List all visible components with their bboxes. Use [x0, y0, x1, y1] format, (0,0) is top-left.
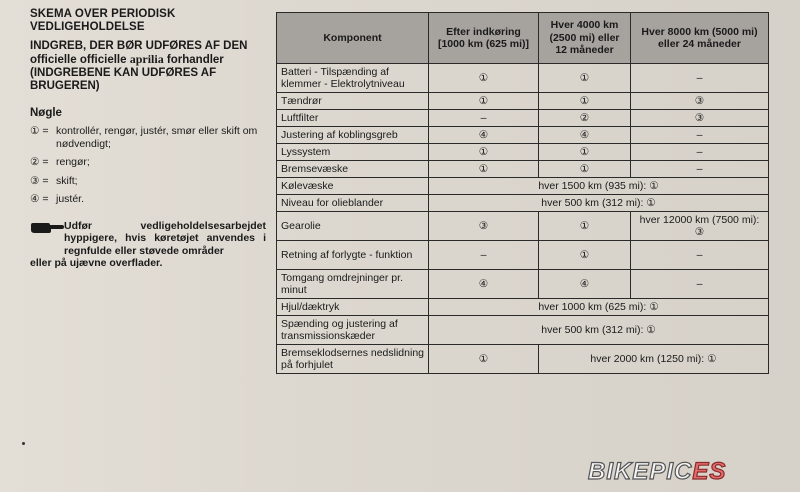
- value-cell: ①: [539, 161, 631, 178]
- component-cell: Hjul/dæktryk: [277, 299, 429, 316]
- value-cell: ④: [429, 127, 539, 144]
- value-cell: –: [631, 161, 769, 178]
- table-row: [277, 195, 769, 212]
- intro-post: forhandler (INDGREBENE KAN UDFØRES AF BRUGEREN): [30, 54, 224, 92]
- component-cell: Kølevæske: [277, 178, 429, 195]
- table-row: [277, 110, 769, 127]
- value-cell: ①: [429, 345, 539, 374]
- key-text: rengør;: [56, 156, 90, 168]
- component-cell: Lyssystem: [277, 144, 429, 161]
- value-cell: ①: [539, 93, 631, 110]
- value-cell: hver 12000 km (7500 mi): ③: [631, 212, 769, 241]
- interval-cell: hver 1500 km (935 mi): ①: [429, 178, 769, 195]
- value-cell: –: [631, 127, 769, 144]
- table-row: [277, 212, 769, 241]
- value-cell: ①: [539, 144, 631, 161]
- table-row: [277, 178, 769, 195]
- component-cell: Luftfilter: [277, 110, 429, 127]
- watermark-text: BIKEPIC: [588, 458, 693, 485]
- header-after-break-in: Efter indkøring [1000 km (625 mi)]: [429, 13, 539, 64]
- value-cell: –: [429, 241, 539, 270]
- table-row: [277, 299, 769, 316]
- value-cell: ①: [429, 64, 539, 93]
- table-row: [277, 144, 769, 161]
- key-text: kontrollér, rengør, justér, smør eller skift om nødvendigt;: [56, 125, 258, 150]
- header-component: Komponent: [277, 13, 429, 64]
- component-cell: Tomgang omdrejninger pr. minut: [277, 270, 429, 299]
- page-title: SKEMA OVER PERIODISK VEDLIGEHOLDELSE: [30, 8, 176, 33]
- component-cell: Niveau for olieblander: [277, 195, 429, 212]
- key-text: skift;: [56, 174, 78, 187]
- component-cell: Justering af koblingsgreb: [277, 127, 429, 144]
- interval-cell: hver 500 km (312 mi): ①: [429, 195, 769, 212]
- value-cell: –: [631, 270, 769, 299]
- header-every-8000: Hver 8000 km (5000 mi) eller 24 måneder: [631, 13, 769, 64]
- table-row: [277, 345, 769, 374]
- component-cell: Bremsevæske: [277, 161, 429, 178]
- component-cell: Gearolie: [277, 212, 429, 241]
- value-cell: ①: [539, 212, 631, 241]
- table-row: [277, 127, 769, 144]
- value-cell: ③: [429, 212, 539, 241]
- value-cell: –: [631, 241, 769, 270]
- value-cell: –: [631, 144, 769, 161]
- bikepics-watermark: [588, 458, 726, 486]
- table-row: [277, 316, 769, 345]
- key-text: justér.: [56, 193, 85, 205]
- value-cell: ③: [631, 93, 769, 110]
- table-row: [277, 93, 769, 110]
- value-cell: ①: [429, 93, 539, 110]
- interval-cell: hver 500 km (312 mi): ①: [429, 316, 769, 345]
- maintenance-note: [30, 220, 266, 258]
- table-row: [277, 161, 769, 178]
- value-cell: ①: [429, 161, 539, 178]
- component-cell: Bremseklodsernes nedslidning på forhjulet: [277, 345, 429, 374]
- pointing-hand-icon: [30, 221, 64, 235]
- maintenance-table: [276, 12, 769, 374]
- table-row: [277, 270, 769, 299]
- key-symbol: ② =: [30, 156, 49, 168]
- value-cell: ①: [429, 144, 539, 161]
- component-cell: Tændrør: [277, 93, 429, 110]
- value-cell: ④: [539, 127, 631, 144]
- value-cell: ④: [539, 270, 631, 299]
- key-heading: Nøgle: [30, 107, 62, 119]
- value-cell: ①: [539, 241, 631, 270]
- interval-cell: hver 1000 km (625 mi): ①: [429, 299, 769, 316]
- component-cell: Batteri - Tilspænding af klemmer - Elektrolytniveau: [277, 64, 429, 93]
- key-symbol: ③ =: [30, 174, 49, 187]
- value-cell: –: [429, 110, 539, 127]
- intro-text: [30, 40, 266, 93]
- key-symbol: ① =: [30, 125, 49, 137]
- key-item: [30, 156, 266, 169]
- table-row: [277, 241, 769, 270]
- key-item: [30, 125, 266, 150]
- table-row: [277, 64, 769, 93]
- table-header-row: [277, 13, 769, 64]
- component-cell: Retning af forlygte - funktion: [277, 241, 429, 270]
- note-text: Udfør vedligeholdelsesarbejdet hyppigere, hvis køretøjet anvendes i regnfulde eller støvede områder: [64, 219, 266, 257]
- value-cell: ④: [429, 270, 539, 299]
- watermark-accent: ES: [692, 458, 727, 485]
- value-cell: ②: [539, 110, 631, 127]
- maintenance-table-wrapper: [276, 12, 768, 374]
- value-cell: ③: [631, 110, 769, 127]
- key-symbol: ④ =: [30, 193, 49, 205]
- page-mark: [22, 442, 25, 445]
- left-column: [30, 8, 266, 270]
- interval-cell: hver 2000 km (1250 mi): ①: [539, 345, 769, 374]
- intro-pre: INDGREB, DER BØR UDFØRES AF DEN officielle officielle: [30, 40, 248, 66]
- header-every-4000: Hver 4000 km (2500 mi) eller 12 måneder: [539, 13, 631, 64]
- value-cell: ①: [539, 64, 631, 93]
- value-cell: –: [631, 64, 769, 93]
- note-text-continued: eller på ujævne overflader.: [30, 257, 163, 269]
- key-item: [30, 193, 266, 206]
- key-item: [30, 175, 266, 188]
- component-cell: Spænding og justering af transmissionskæder: [277, 316, 429, 345]
- brand-name: aprilia: [129, 52, 164, 66]
